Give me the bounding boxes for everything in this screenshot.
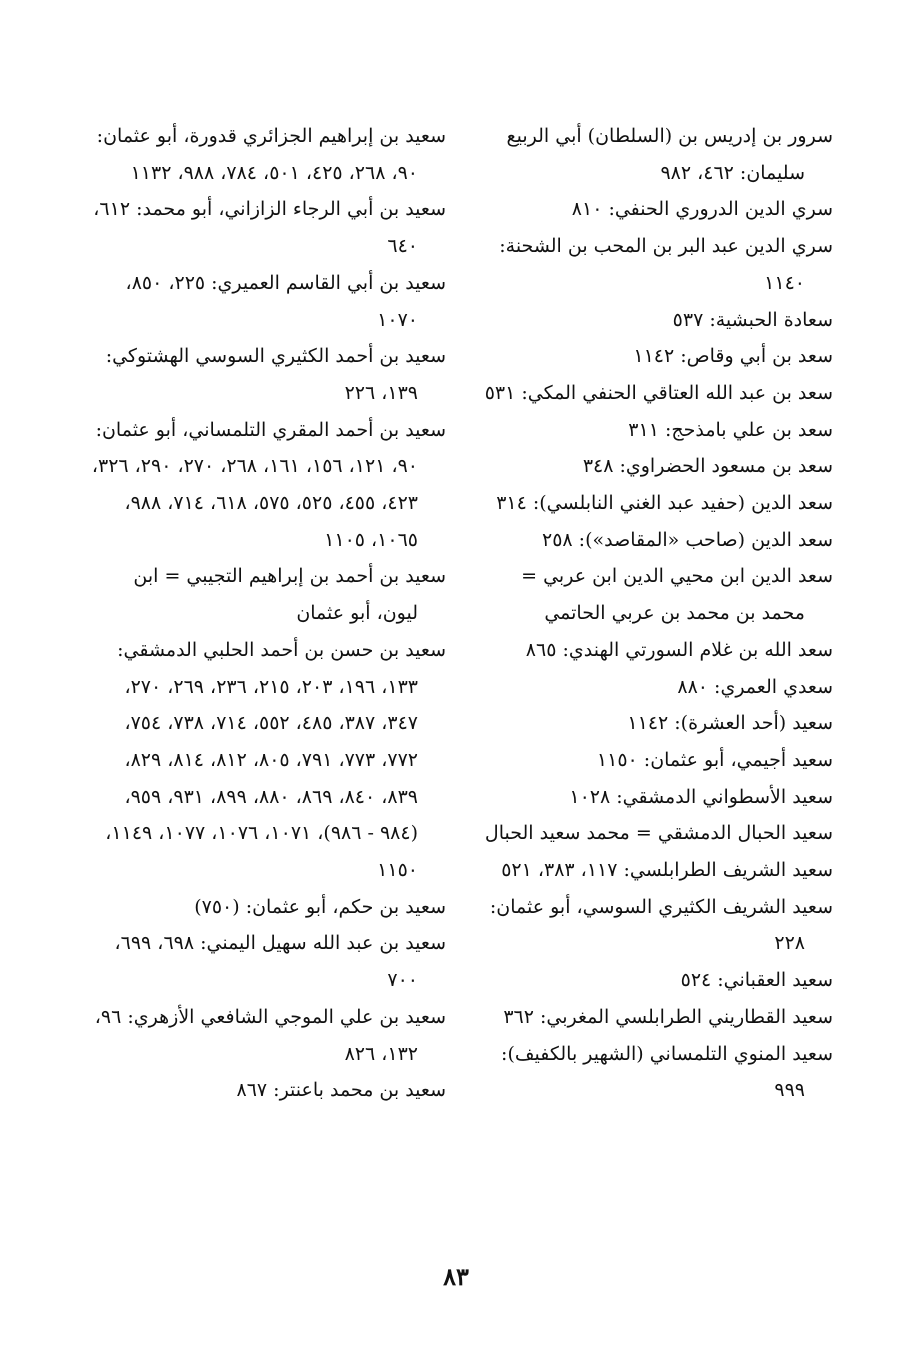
- index-entry: سعيد بن أحمد بن إبراهيم التجيبي = ابن ليون، أبو عثمان: [133, 565, 446, 625]
- index-entry: سعيد العقباني: ٥٢٤: [680, 969, 833, 992]
- index-entry: سعيد بن أحمد المقري التلمساني، أبو عثمان: ٩٠، ١٢١، ١٥٦، ١٦١، ٢٦٨، ٢٧٠، ٢٩٠، ٣٢٦، ٤٢٣، ٤٥٥، ٥٢٥، ٥٧٥، ٦١٨، ٧١٤، ٩٨٨، ١٠٦٥، ١١٠٥: [91, 418, 446, 551]
- index-entry: سعيد بن أبي القاسم العميري: ٢٢٥، ٨٥٠، ١٠٧٠: [125, 271, 446, 331]
- index-entry: سعيد المنوي التلمساني (الشهير بالكفيف): ٩٩٩: [501, 1042, 833, 1102]
- index-entry: سري الدين عبد البر بن المحب بن الشحنة: ١١٤٠: [499, 235, 833, 294]
- index-entry: سعد بن مسعود الحضراوي: ٣٤٨: [582, 455, 833, 478]
- index-entry: سعد الدين (حفيد عبد الغني النابلسي): ٣١٤: [496, 492, 833, 515]
- index-entry: سعيد الحبال الدمشقي = محمد سعيد الحبال: [484, 822, 833, 845]
- index-entry: سعيد (أحد العشرة): ١١٤٢: [627, 712, 833, 735]
- index-entry: سعد بن علي بامذحج: ٣١١: [628, 418, 833, 441]
- index-entry: سعيد بن محمد باعنتر: ٨٦٧: [236, 1079, 446, 1102]
- index-entry: سعد بن عبد الله العتاقي الحنفي المكي: ٥٣١: [484, 381, 833, 404]
- index-entry: سعيد القطاريني الطرابلسي المغربي: ٣٦٢: [503, 1005, 833, 1028]
- index-entry: سعيد بن حسن بن أحمد الحلبي الدمشقي: ١٣٣، ١٩٦، ٢٠٣، ٢١٥، ٢٣٦، ٢٦٩، ٢٧٠، ٣٤٧، ٣٨٧، ٤٨٥، ٥٥٢، ٧١٤، ٧٣٨، ٧٥٤، ٧٧٢، ٧٧٣، ٧٩١، ٨٠٥، ٨١٢، ٨١٤، ٨٢٩، ٨٣٩، ٨٤٠، ٨٦٩، ٨٨٠، ٨٩٩، ٩٣١، ٩٥٩، (٩٨٤ - ٩٨٦)، ١٠٧١، ١٠٧٦، ١٠٧٧، ١١٤٩، ١١٥٠: [105, 638, 446, 882]
- index-entry: سري الدين الدروري الحنفي: ٨١٠: [571, 198, 833, 221]
- index-entry: سعد بن أبي وقاص: ١١٤٢: [633, 345, 833, 368]
- index-entry: سرور بن إدريس بن (السلطان) أبي الربيع سليمان: ٤٦٢، ٩٨٢: [506, 125, 833, 184]
- index-entry: سعيد بن إبراهيم الجزائري قدورة، أبو عثمان: ٩٠، ٢٦٨، ٤٢٥، ٥٠١، ٧٨٤، ٩٨٨، ١١٣٢: [96, 125, 446, 184]
- index-column-left: [86, 118, 446, 1109]
- index-entry: سعيد الشريف الطرابلسي: ١١٧، ٣٨٣، ٥٢١: [501, 859, 833, 882]
- index-entry: سعدي العمري: ٨٨٠: [677, 675, 833, 698]
- index-entry: سعيد بن أحمد الكثيري السوسي الهشتوكي: ١٣٩، ٢٢٦: [105, 345, 446, 404]
- index-entry: سعيد الشريف الكثيري السوسي، أبو عثمان: ٢٢٨: [489, 895, 833, 955]
- index-entry: سعيد أجيمي، أبو عثمان: ١١٥٠: [596, 748, 833, 771]
- page-number: ٨٣: [443, 1262, 469, 1291]
- index-column-right: [473, 118, 833, 1109]
- index-entry: سعيد بن عبد الله سهيل اليمني: ٦٩٨، ٦٩٩، ٧٠٠: [114, 932, 446, 992]
- index-entry: سعيد بن حكم، أبو عثمان: (٧٥٠): [194, 895, 446, 918]
- index-entry: سعيد بن أبي الرجاء الزازاني، أبو محمد: ٦١٢، ٦٤٠: [93, 198, 446, 258]
- index-entry: سعد الله بن غلام السورتي الهندي: ٨٦٥: [525, 638, 833, 661]
- index-entry: سعيد الأسطواني الدمشقي: ١٠٢٨: [569, 785, 833, 808]
- index-entry: سعيد بن علي الموجي الشافعي الأزهري: ٩٦، ١٣٢، ٨٢٦: [94, 1005, 446, 1065]
- index-entry: سعادة الحبشية: ٥٣٧: [672, 308, 833, 331]
- index-entry: سعد الدين ابن محيي الدين ابن عربي = محمد بن محمد بن عربي الحاتمي: [521, 565, 833, 625]
- index-entry: سعد الدين (صاحب «المقاصد»): ٢٥٨: [542, 528, 833, 551]
